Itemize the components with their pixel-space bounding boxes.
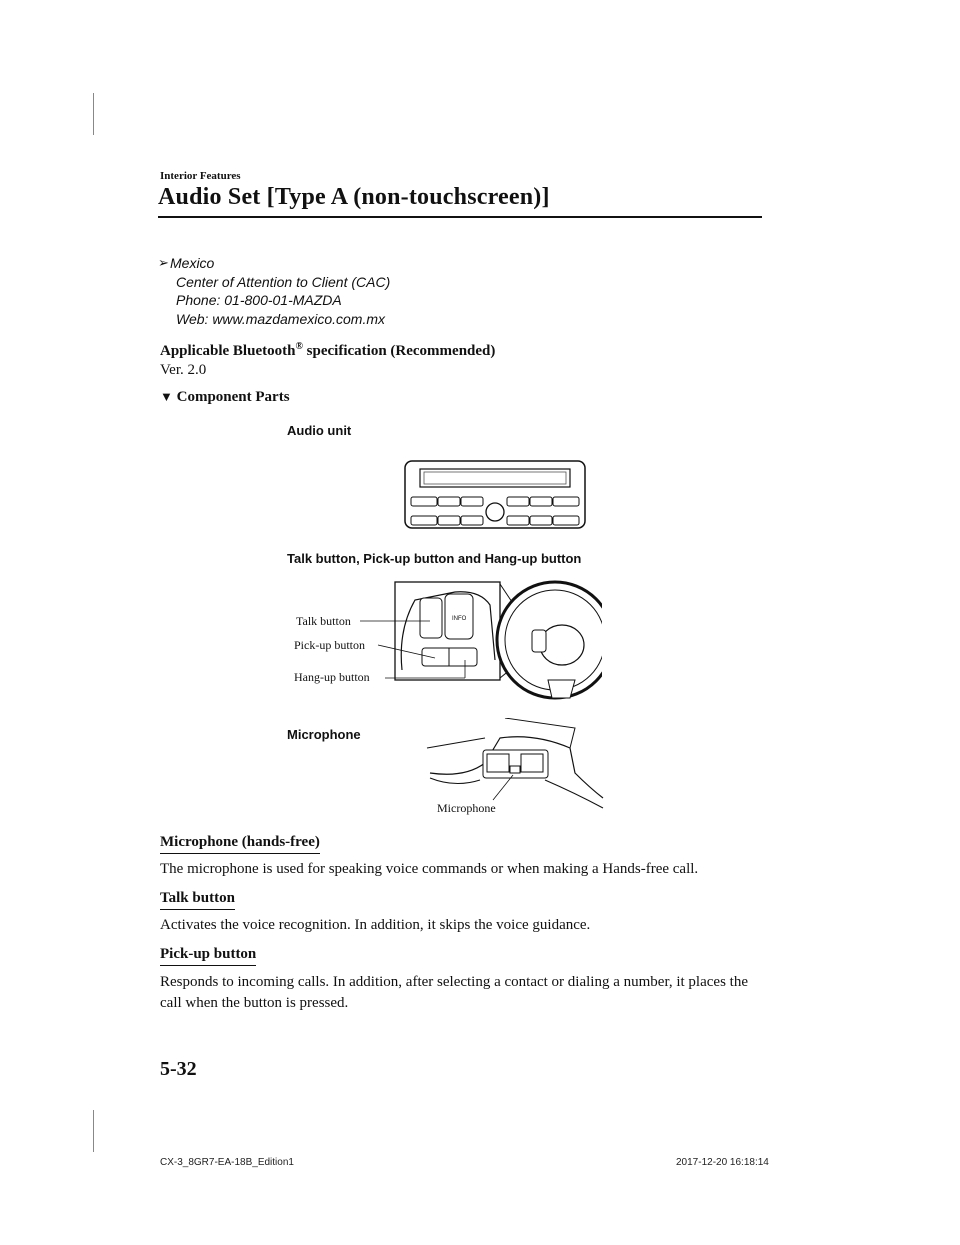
hangup-button-callout: Hang-up button: [294, 670, 370, 684]
description-heading-microphone: Microphone (hands-free): [160, 834, 320, 854]
spec-heading-pre: Applicable Bluetooth: [160, 343, 296, 359]
registered-mark: ®: [295, 341, 303, 352]
component-parts-heading: [160, 389, 290, 406]
spec-heading-post: specification (Recommended): [302, 343, 496, 359]
talk-button-callout: Talk button: [296, 614, 351, 628]
arrow-right-icon: ➢: [158, 255, 169, 270]
contact-line-1: Center of Attention to Client (CAC): [176, 273, 391, 290]
buttons-figure-label: Talk button, Pick-up button and Hang-up button: [287, 551, 582, 566]
audio-unit-illustration: [404, 460, 586, 529]
description-heading-talk: Talk button: [160, 890, 235, 910]
triangle-down-icon: ▼: [160, 389, 173, 404]
title-rule: [158, 216, 762, 218]
microphone-figure-label: Microphone: [287, 727, 361, 742]
spec-heading: [160, 341, 495, 360]
description-heading-pickup: Pick-up button: [160, 946, 256, 966]
contact-line-2: Phone: 01-800-01-MAZDA: [176, 292, 342, 308]
microphone-callout: Microphone: [437, 801, 496, 815]
crop-mark-top: [93, 93, 94, 135]
section-title: Interior Features: [160, 170, 241, 182]
audio-unit-label: Audio unit: [287, 423, 352, 438]
footer-timestamp: 2017-12-20 16:18:14: [676, 1157, 769, 1168]
page-number: 5-32: [160, 1058, 197, 1080]
contact-line-3: Web: www.mazdamexico.com.mx: [176, 310, 386, 327]
contact-block: [158, 254, 391, 328]
description-text-talk: Activates the voice recognition. In addition, it skips the voice guidance.: [160, 917, 591, 933]
contact-country: Mexico: [170, 255, 215, 271]
component-parts-label: Component Parts: [176, 389, 290, 405]
pickup-button-callout: Pick-up button: [294, 638, 365, 652]
crop-mark-bottom: [93, 1110, 94, 1152]
description-text-pickup: Responds to incoming calls. In addition, after selecting a contact or dialing a number, it places the call when the button is pressed.: [160, 974, 748, 1011]
page-title: Audio Set [Type A (non-touchscreen)]: [158, 184, 550, 210]
footer-document-id: CX-3_8GR7-EA-18B_Edition1: [160, 1157, 294, 1168]
svg-text:INFO: INFO: [452, 616, 467, 622]
spec-version: Ver. 2.0: [160, 362, 207, 378]
description-text-microphone: The microphone is used for speaking voice commands or when making a Hands-free call.: [160, 861, 699, 877]
